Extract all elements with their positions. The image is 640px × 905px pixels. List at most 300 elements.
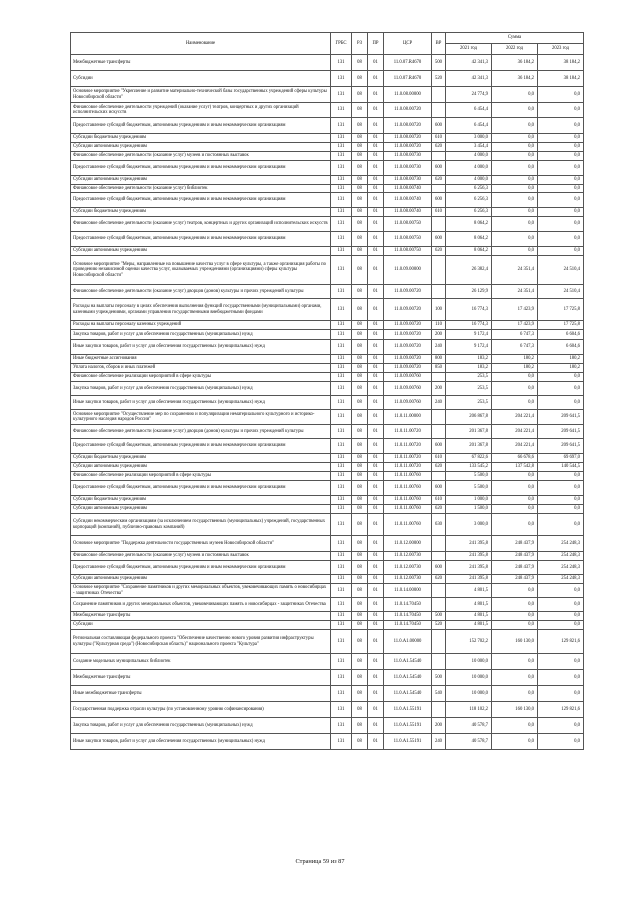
header-year-2023: 2023 год bbox=[538, 44, 584, 55]
table-row bbox=[71, 612, 584, 621]
csr-cell: 11.0.08.00730 bbox=[384, 161, 432, 176]
vr-cell: 800 bbox=[432, 355, 446, 364]
table-row bbox=[71, 299, 584, 321]
table-row bbox=[71, 355, 584, 364]
row-name: Предоставление субсидий бюджетным, автономным учреждениям и иным некоммерческим организациям bbox=[71, 161, 331, 176]
grbs-cell: 131 bbox=[331, 364, 352, 373]
rz-cell: 08 bbox=[352, 598, 368, 612]
sum-2022-cell: 0,0 bbox=[492, 152, 538, 161]
pr-cell: 01 bbox=[368, 654, 384, 670]
csr-cell: 11.0.09.00000 bbox=[384, 256, 432, 285]
grbs-cell: 131 bbox=[331, 193, 352, 208]
grbs-cell: 131 bbox=[331, 87, 352, 103]
csr-cell: 11.0.08.00750 bbox=[384, 247, 432, 256]
grbs-cell: 131 bbox=[331, 536, 352, 552]
grbs-cell: 131 bbox=[331, 232, 352, 247]
vr-cell bbox=[432, 103, 446, 118]
sum-2021-cell: 4 000,0 bbox=[446, 161, 492, 176]
sum-2022-cell: 0,0 bbox=[492, 134, 538, 143]
rz-cell: 08 bbox=[352, 87, 368, 103]
sum-2023-cell: 209 641,5 bbox=[538, 425, 584, 439]
grbs-cell: 131 bbox=[331, 134, 352, 143]
row-name: Сохранение памятников и других мемориальных объектов, увековечивающих память о новосибирцах - защитниках Отечества bbox=[71, 598, 331, 612]
sum-2023-cell: 0,0 bbox=[538, 134, 584, 143]
row-name: Основное мероприятие "Укрепление и развитие материально-технической базы государственных учреждений сферы культуры Новосибирской области" bbox=[71, 87, 331, 103]
sum-2022-cell: 0,0 bbox=[492, 373, 538, 382]
header-sum: Сумма bbox=[446, 33, 584, 44]
sum-2021-cell: 24 774,9 bbox=[446, 87, 492, 103]
csr-cell: 11.0.A1.54540 bbox=[384, 686, 432, 702]
pr-cell: 01 bbox=[368, 299, 384, 321]
row-name: Иные бюджетные ассигнования bbox=[71, 355, 331, 364]
vr-cell: 540 bbox=[432, 686, 446, 702]
grbs-cell: 131 bbox=[331, 598, 352, 612]
vr-cell: 520 bbox=[432, 621, 446, 630]
sum-2022-cell: 0,0 bbox=[492, 472, 538, 481]
sum-2021-cell: 40 578,7 bbox=[446, 734, 492, 750]
table-row bbox=[71, 285, 584, 299]
pr-cell: 01 bbox=[368, 463, 384, 472]
rz-cell: 08 bbox=[352, 208, 368, 217]
table-row bbox=[71, 87, 584, 103]
csr-cell: 11.0.08.00740 bbox=[384, 185, 432, 193]
table-row bbox=[71, 340, 584, 355]
rz-cell: 08 bbox=[352, 103, 368, 118]
sum-2021-cell: 40 578,7 bbox=[446, 718, 492, 734]
table-row bbox=[71, 514, 584, 536]
sum-2021-cell: 4 801,5 bbox=[446, 621, 492, 630]
csr-cell: 11.0.09.00720 bbox=[384, 340, 432, 355]
vr-cell: 200 bbox=[432, 330, 446, 340]
sum-2022-cell: 0,0 bbox=[492, 161, 538, 176]
csr-cell: 11.0.08.00720 bbox=[384, 143, 432, 152]
sum-2023-cell: 0,0 bbox=[538, 670, 584, 686]
vr-cell bbox=[432, 584, 446, 598]
grbs-cell: 131 bbox=[331, 185, 352, 193]
vr-cell: 620 bbox=[432, 176, 446, 185]
table-row bbox=[71, 686, 584, 702]
sum-2023-cell: 24 510,4 bbox=[538, 256, 584, 285]
csr-cell: 11.0.08.00750 bbox=[384, 217, 432, 232]
grbs-cell: 131 bbox=[331, 718, 352, 734]
sum-2021-cell: 6 454,4 bbox=[446, 118, 492, 134]
sum-2023-cell: 6 604,6 bbox=[538, 340, 584, 355]
sum-2023-cell: 0,0 bbox=[538, 232, 584, 247]
csr-cell: 11.0.12.00730 bbox=[384, 561, 432, 575]
row-name: Субсидии автономным учреждениям bbox=[71, 247, 331, 256]
grbs-cell: 131 bbox=[331, 152, 352, 161]
row-name: Субсидии автономным учреждениям bbox=[71, 463, 331, 472]
sum-2022-cell: 0,0 bbox=[492, 103, 538, 118]
grbs-cell: 131 bbox=[331, 410, 352, 425]
grbs-cell: 131 bbox=[331, 340, 352, 355]
rz-cell: 08 bbox=[352, 630, 368, 654]
vr-cell: 610 bbox=[432, 454, 446, 463]
csr-cell: 11.0.11.00760 bbox=[384, 481, 432, 496]
rz-cell: 08 bbox=[352, 654, 368, 670]
row-name: Финансовое обеспечение реализации мероприятий в сфере культуры bbox=[71, 373, 331, 382]
csr-cell: 11.0.14.70450 bbox=[384, 621, 432, 630]
sum-2023-cell: 0,0 bbox=[538, 396, 584, 410]
table-row bbox=[71, 410, 584, 425]
sum-2023-cell: 209 641,5 bbox=[538, 439, 584, 454]
pr-cell: 01 bbox=[368, 340, 384, 355]
rz-cell: 08 bbox=[352, 575, 368, 584]
csr-cell: 11.0.08.00740 bbox=[384, 193, 432, 208]
pr-cell: 01 bbox=[368, 118, 384, 134]
header-grbs: ГРБС bbox=[331, 33, 352, 55]
table-row bbox=[71, 630, 584, 654]
sum-2022-cell: 17 423,9 bbox=[492, 299, 538, 321]
row-name: Межбюджетные трансферты bbox=[71, 612, 331, 621]
sum-2021-cell: 4 000,0 bbox=[446, 176, 492, 185]
pr-cell: 01 bbox=[368, 134, 384, 143]
table-row bbox=[71, 598, 584, 612]
header-year-2022: 2022 год bbox=[492, 44, 538, 55]
pr-cell: 01 bbox=[368, 621, 384, 630]
sum-2021-cell: 5 500,0 bbox=[446, 481, 492, 496]
rz-cell: 08 bbox=[352, 134, 368, 143]
sum-2021-cell: 201 367,8 bbox=[446, 425, 492, 439]
csr-cell: 11.0.A1.55191 bbox=[384, 718, 432, 734]
pr-cell: 01 bbox=[368, 285, 384, 299]
csr-cell: 11.0.08.00740 bbox=[384, 208, 432, 217]
grbs-cell: 131 bbox=[331, 330, 352, 340]
sum-2021-cell: 241 395,8 bbox=[446, 552, 492, 561]
pr-cell: 01 bbox=[368, 161, 384, 176]
sum-2021-cell: 42 341,3 bbox=[446, 71, 492, 87]
rz-cell: 08 bbox=[352, 340, 368, 355]
row-name: Субсидии автономным учреждениям bbox=[71, 143, 331, 152]
rz-cell: 08 bbox=[352, 612, 368, 621]
row-name: Финансовое обеспечение деятельности (оказание услуг) дворцов (домов) культуры и прочих учреждений культуры bbox=[71, 425, 331, 439]
csr-cell: 11.0.09.00720 bbox=[384, 330, 432, 340]
csr-cell: 11.0.08.00000 bbox=[384, 87, 432, 103]
vr-cell bbox=[432, 552, 446, 561]
sum-2021-cell: 4 801,5 bbox=[446, 612, 492, 621]
sum-2022-cell: 6 747,3 bbox=[492, 330, 538, 340]
table-row bbox=[71, 193, 584, 208]
grbs-cell: 131 bbox=[331, 321, 352, 330]
page-number: Страница 59 из 87 bbox=[295, 858, 345, 865]
sum-2023-cell: 0,0 bbox=[538, 505, 584, 514]
csr-cell: 11.0.09.00760 bbox=[384, 396, 432, 410]
sum-2022-cell: 0,0 bbox=[492, 718, 538, 734]
csr-cell: 11.0.A1.54540 bbox=[384, 670, 432, 686]
table-row bbox=[71, 552, 584, 561]
vr-cell: 600 bbox=[432, 481, 446, 496]
vr-cell bbox=[432, 425, 446, 439]
row-name: Иные закупки товаров, работ и услуг для обеспечения государственных (муниципальных) нужд bbox=[71, 396, 331, 410]
grbs-cell: 131 bbox=[331, 575, 352, 584]
sum-2022-cell: 0,0 bbox=[492, 612, 538, 621]
table-row bbox=[71, 575, 584, 584]
row-name: Финансовое обеспечение деятельности (оказание услуг) музеев и постоянных выставок bbox=[71, 552, 331, 561]
pr-cell: 01 bbox=[368, 256, 384, 285]
csr-cell: 11.0.09.00720 bbox=[384, 285, 432, 299]
header-year-2021: 2021 год bbox=[446, 44, 492, 55]
pr-cell: 01 bbox=[368, 514, 384, 536]
sum-2023-cell: 0,0 bbox=[538, 621, 584, 630]
row-name: Закупка товаров, работ и услуг для обеспечения государственных (муниципальных) нужд bbox=[71, 330, 331, 340]
pr-cell: 01 bbox=[368, 321, 384, 330]
sum-2022-cell: 17 423,9 bbox=[492, 321, 538, 330]
sum-2022-cell: 204 221,4 bbox=[492, 425, 538, 439]
vr-cell: 600 bbox=[432, 439, 446, 454]
row-name: Межбюджетные трансферты bbox=[71, 55, 331, 71]
sum-2023-cell: 0,0 bbox=[538, 496, 584, 505]
row-name: Субсидии бюджетным учреждениям bbox=[71, 208, 331, 217]
pr-cell: 01 bbox=[368, 439, 384, 454]
csr-cell: 11.0.12.00000 bbox=[384, 536, 432, 552]
table-row bbox=[71, 330, 584, 340]
grbs-cell: 131 bbox=[331, 670, 352, 686]
sum-2021-cell: 183,2 bbox=[446, 364, 492, 373]
sum-2022-cell: 0,0 bbox=[492, 621, 538, 630]
sum-2022-cell: 0,0 bbox=[492, 686, 538, 702]
sum-2021-cell: 26 382,4 bbox=[446, 256, 492, 285]
table-row bbox=[71, 382, 584, 396]
sum-2023-cell: 0,0 bbox=[538, 193, 584, 208]
pr-cell: 01 bbox=[368, 575, 384, 584]
rz-cell: 08 bbox=[352, 439, 368, 454]
row-name: Региональная составляющая федерального проекта "Обеспечение качественно нового уровня развития инфраструктуры культуры ("Культурная среда") (Новосибирская область)" национального проекта "Культура" bbox=[71, 630, 331, 654]
rz-cell: 08 bbox=[352, 621, 368, 630]
sum-2023-cell: 0,0 bbox=[538, 584, 584, 598]
grbs-cell: 131 bbox=[331, 584, 352, 598]
pr-cell: 01 bbox=[368, 584, 384, 598]
table-row bbox=[71, 185, 584, 193]
pr-cell: 01 bbox=[368, 103, 384, 118]
sum-2022-cell: 0,0 bbox=[492, 396, 538, 410]
table-row bbox=[71, 621, 584, 630]
row-name: Финансовое обеспечение деятельности (оказание услуг) дворцов (домов) культуры и прочих учреждений культуры bbox=[71, 285, 331, 299]
rz-cell: 08 bbox=[352, 299, 368, 321]
rz-cell: 08 bbox=[352, 536, 368, 552]
sum-2023-cell: 69 697,0 bbox=[538, 454, 584, 463]
sum-2023-cell: 0,0 bbox=[538, 143, 584, 152]
sum-2023-cell: 0,0 bbox=[538, 686, 584, 702]
row-name: Межбюджетные трансферты bbox=[71, 670, 331, 686]
sum-2022-cell: 24 351,4 bbox=[492, 285, 538, 299]
sum-2022-cell: 160 130,0 bbox=[492, 702, 538, 718]
vr-cell: 500 bbox=[432, 612, 446, 621]
sum-2022-cell: 0,0 bbox=[492, 232, 538, 247]
vr-cell bbox=[432, 702, 446, 718]
rz-cell: 08 bbox=[352, 285, 368, 299]
sum-2022-cell: 180,2 bbox=[492, 355, 538, 364]
csr-cell: 11.0.07.R4670 bbox=[384, 55, 432, 71]
csr-cell: 11.0.11.00000 bbox=[384, 410, 432, 425]
sum-2021-cell: 253,5 bbox=[446, 382, 492, 396]
sum-2022-cell: 0,0 bbox=[492, 670, 538, 686]
csr-cell: 11.0.A1.00000 bbox=[384, 630, 432, 654]
grbs-cell: 131 bbox=[331, 299, 352, 321]
sum-2023-cell: 129 821,6 bbox=[538, 630, 584, 654]
rz-cell: 08 bbox=[352, 686, 368, 702]
sum-2021-cell: 4 801,5 bbox=[446, 598, 492, 612]
sum-2023-cell: 0,0 bbox=[538, 654, 584, 670]
grbs-cell: 131 bbox=[331, 247, 352, 256]
rz-cell: 08 bbox=[352, 373, 368, 382]
sum-2021-cell: 9 172,4 bbox=[446, 330, 492, 340]
vr-cell bbox=[432, 654, 446, 670]
rz-cell: 08 bbox=[352, 410, 368, 425]
grbs-cell: 131 bbox=[331, 496, 352, 505]
pr-cell: 01 bbox=[368, 612, 384, 621]
grbs-cell: 131 bbox=[331, 176, 352, 185]
table-row bbox=[71, 472, 584, 481]
table-body bbox=[71, 55, 584, 750]
vr-cell: 100 bbox=[432, 299, 446, 321]
vr-cell bbox=[432, 630, 446, 654]
row-name: Предоставление субсидий бюджетным, автономным учреждениям и иным некоммерческим организациям bbox=[71, 481, 331, 496]
sum-2022-cell: 0,0 bbox=[492, 496, 538, 505]
grbs-cell: 131 bbox=[331, 612, 352, 621]
sum-2021-cell: 8 064,2 bbox=[446, 247, 492, 256]
header-name: Наименование bbox=[71, 33, 331, 55]
grbs-cell: 131 bbox=[331, 463, 352, 472]
csr-cell: 11.0.A1.54540 bbox=[384, 654, 432, 670]
sum-2022-cell: 160 130,0 bbox=[492, 630, 538, 654]
pr-cell: 01 bbox=[368, 561, 384, 575]
table-row bbox=[71, 481, 584, 496]
sum-2022-cell: 0,0 bbox=[492, 382, 538, 396]
vr-cell: 620 bbox=[432, 575, 446, 584]
sum-2022-cell: 0,0 bbox=[492, 514, 538, 536]
row-name: Основное мероприятие "Меры, направленные на повышение качества услуг в сфере культуры, а также организация работы по проведению независимой оценки качества услуг, оказываемых учреждениями (организациями) сферы культуры Новосибирской области" bbox=[71, 256, 331, 285]
sum-2023-cell: 0,0 bbox=[538, 382, 584, 396]
row-name: Предоставление субсидий бюджетным, автономным учреждениям и иным некоммерческим организациям bbox=[71, 232, 331, 247]
sum-2022-cell: 0,0 bbox=[492, 87, 538, 103]
table-row bbox=[71, 454, 584, 463]
grbs-cell: 131 bbox=[331, 217, 352, 232]
row-name: Иные закупки товаров, работ и услуг для обеспечения государственных (муниципальных) нужд bbox=[71, 340, 331, 355]
row-name: Создание модельных муниципальных библиотек bbox=[71, 654, 331, 670]
grbs-cell: 131 bbox=[331, 439, 352, 454]
row-name: Закупка товаров, работ и услуг для обеспечения государственных (муниципальных) нужд bbox=[71, 382, 331, 396]
vr-cell bbox=[432, 472, 446, 481]
sum-2021-cell: 9 172,4 bbox=[446, 340, 492, 355]
vr-cell: 240 bbox=[432, 734, 446, 750]
sum-2023-cell: 0,0 bbox=[538, 208, 584, 217]
grbs-cell: 131 bbox=[331, 55, 352, 71]
csr-cell: 11.0.07.R4670 bbox=[384, 71, 432, 87]
vr-cell: 620 bbox=[432, 505, 446, 514]
csr-cell: 11.0.11.00720 bbox=[384, 425, 432, 439]
grbs-cell: 131 bbox=[331, 71, 352, 87]
row-name: Предоставление субсидий бюджетным, автономным учреждениям и иным некоммерческим организациям bbox=[71, 118, 331, 134]
pr-cell: 01 bbox=[368, 630, 384, 654]
rz-cell: 08 bbox=[352, 55, 368, 71]
grbs-cell: 131 bbox=[331, 425, 352, 439]
table-row bbox=[71, 734, 584, 750]
sum-2023-cell: 0,0 bbox=[538, 87, 584, 103]
table-row bbox=[71, 702, 584, 718]
row-name: Предоставление субсидий бюджетным, автономным учреждениям и иным некоммерческим организациям bbox=[71, 561, 331, 575]
row-name: Субсидии автономным учреждениям bbox=[71, 505, 331, 514]
pr-cell: 01 bbox=[368, 536, 384, 552]
table-row bbox=[71, 232, 584, 247]
grbs-cell: 131 bbox=[331, 481, 352, 496]
rz-cell: 08 bbox=[352, 193, 368, 208]
grbs-cell: 131 bbox=[331, 118, 352, 134]
vr-cell bbox=[432, 536, 446, 552]
rz-cell: 08 bbox=[352, 481, 368, 496]
csr-cell: 11.0.11.00720 bbox=[384, 463, 432, 472]
table-row bbox=[71, 208, 584, 217]
table-row bbox=[71, 561, 584, 575]
pr-cell: 01 bbox=[368, 232, 384, 247]
table-row bbox=[71, 103, 584, 118]
sum-2021-cell: 241 395,8 bbox=[446, 536, 492, 552]
sum-2021-cell: 241 395,8 bbox=[446, 561, 492, 575]
rz-cell: 08 bbox=[352, 118, 368, 134]
csr-cell: 11.0.11.00720 bbox=[384, 439, 432, 454]
pr-cell: 01 bbox=[368, 454, 384, 463]
row-name: Субсидии bbox=[71, 71, 331, 87]
pr-cell: 01 bbox=[368, 718, 384, 734]
pr-cell: 01 bbox=[368, 152, 384, 161]
pr-cell: 01 bbox=[368, 330, 384, 340]
sum-2021-cell: 26 129,9 bbox=[446, 285, 492, 299]
vr-cell bbox=[432, 256, 446, 285]
table-row bbox=[71, 584, 584, 598]
vr-cell: 620 bbox=[432, 143, 446, 152]
row-name: Субсидии бюджетным учреждениям bbox=[71, 496, 331, 505]
csr-cell: 11.0.09.00720 bbox=[384, 321, 432, 330]
sum-2022-cell: 0,0 bbox=[492, 176, 538, 185]
row-name: Предоставление субсидий бюджетным, автономным учреждениям и иным некоммерческим организациям bbox=[71, 193, 331, 208]
table-row bbox=[71, 247, 584, 256]
sum-2021-cell: 8 064,2 bbox=[446, 232, 492, 247]
rz-cell: 08 bbox=[352, 472, 368, 481]
sum-2023-cell: 0,0 bbox=[538, 176, 584, 185]
csr-cell: 11.0.09.00720 bbox=[384, 364, 432, 373]
sum-2021-cell: 16 774,3 bbox=[446, 299, 492, 321]
csr-cell: 11.0.08.00720 bbox=[384, 134, 432, 143]
vr-cell: 200 bbox=[432, 718, 446, 734]
csr-cell: 11.0.12.00730 bbox=[384, 575, 432, 584]
sum-2021-cell: 8 064,2 bbox=[446, 217, 492, 232]
sum-2023-cell: 254 248,3 bbox=[538, 575, 584, 584]
vr-cell: 620 bbox=[432, 247, 446, 256]
sum-2021-cell: 10 000,0 bbox=[446, 654, 492, 670]
row-name: Государственная поддержка отрасли культуры (по установленному уровню софинансирования) bbox=[71, 702, 331, 718]
row-name: Иные закупки товаров, работ и услуг для обеспечения государственных (муниципальных) нужд bbox=[71, 734, 331, 750]
sum-2022-cell: 0,0 bbox=[492, 118, 538, 134]
sum-2023-cell: 180,2 bbox=[538, 364, 584, 373]
table-row bbox=[71, 321, 584, 330]
table-row bbox=[71, 463, 584, 472]
sum-2023-cell: 17 725,8 bbox=[538, 299, 584, 321]
pr-cell: 01 bbox=[368, 410, 384, 425]
csr-cell: 11.0.A1.55191 bbox=[384, 734, 432, 750]
vr-cell bbox=[432, 285, 446, 299]
sum-2023-cell: 129 821,6 bbox=[538, 702, 584, 718]
sum-2022-cell: 36 184,2 bbox=[492, 71, 538, 87]
pr-cell: 01 bbox=[368, 193, 384, 208]
table-row bbox=[71, 718, 584, 734]
rz-cell: 08 bbox=[352, 670, 368, 686]
sum-2021-cell: 1 000,0 bbox=[446, 496, 492, 505]
csr-cell: 11.0.08.00720 bbox=[384, 118, 432, 134]
grbs-cell: 131 bbox=[331, 256, 352, 285]
sum-2022-cell: 0,0 bbox=[492, 185, 538, 193]
grbs-cell: 131 bbox=[331, 552, 352, 561]
rz-cell: 08 bbox=[352, 232, 368, 247]
sum-2021-cell: 3 454,4 bbox=[446, 143, 492, 152]
